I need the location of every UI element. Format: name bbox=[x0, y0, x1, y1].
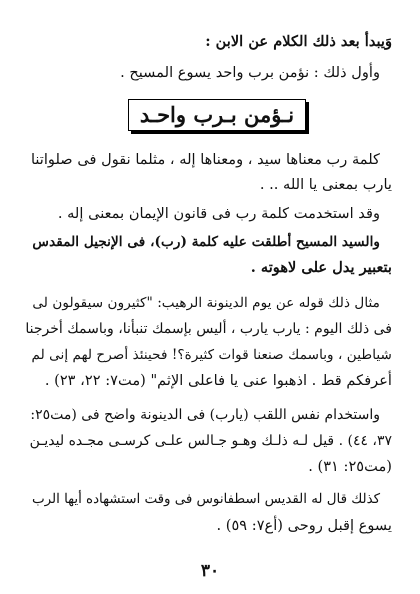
page-number: ٣٠ bbox=[200, 561, 220, 581]
text-line: والسيد المسيح أطلقت عليه كلمة (رب)، فى الإنجيل المقدس bbox=[32, 234, 380, 250]
text-line: كلمة رب معناها سيد ، ومعناها إله ، مثلما نقول فى صلواتنا bbox=[30, 151, 380, 168]
text-line: ٣٧، ٤٤) . قيل لـه ذلـك وهـو جـالس علـى كرسـى مجـده ليديـن bbox=[29, 433, 392, 449]
text-line: وَيبدأ بعد ذلك الكلام عن الابن : bbox=[205, 33, 392, 50]
text-line: يسوع إقبل روحى (أع٧: ٥٩) . bbox=[216, 517, 392, 534]
section-heading: نـؤمن بـرب واحـد bbox=[139, 102, 295, 127]
text-line: (مت٢٥: ٣١) . bbox=[308, 458, 392, 475]
text-line: فى ذلك اليوم : يارب يارب ، أليس بإسمك تنبأنا، وباسمك أخرجنا bbox=[25, 321, 392, 337]
text-line: واستخدام نفس اللقب (يارب) فى الدينونة واضح فى (مت٢٥: bbox=[30, 407, 380, 423]
section-heading-box bbox=[128, 99, 306, 131]
text-line: شياطين ، وباسمك صنعنا قوات كثيرة؟! فحينئذ أصرح لهم إنى لم bbox=[31, 347, 392, 363]
text-line: وقد استخدمت كلمة رب فى قانون الإيمان بمعنى إله . bbox=[57, 205, 380, 222]
text-line: أعرفكم قط . اذهبوا عنى يا فاعلى الإثم" (مت٧: ٢٢، ٢٣) . bbox=[44, 372, 392, 389]
text-line: بتعبير يدل على لاهوته . bbox=[250, 259, 392, 276]
text-line: كذلك قال له القديس اسطفانوس فى وقت استشهاده أيها الرب bbox=[32, 492, 380, 507]
text-line: مثال ذلك قوله عن يوم الدينونة الرهيب: "كثيرون سيقولون لى bbox=[32, 295, 380, 311]
text-line: يارب بمعنى يا الله .. . bbox=[259, 176, 392, 193]
text-line: وأول ذلك : نؤمن برب واحد يسوع المسيح . bbox=[120, 64, 380, 81]
